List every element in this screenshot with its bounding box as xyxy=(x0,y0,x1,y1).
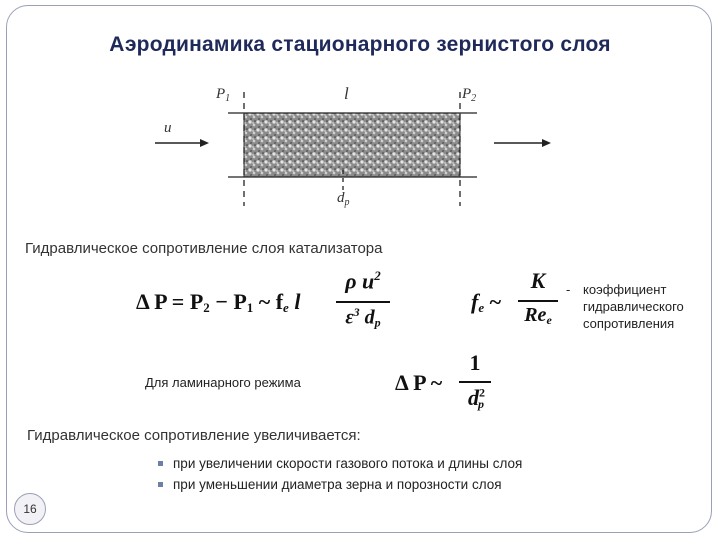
main-formula-fraction-bar xyxy=(336,301,390,303)
label-p1: $P_1$ xyxy=(216,86,231,104)
catalyst-bed xyxy=(244,113,460,177)
page-number-badge: 16 xyxy=(14,493,46,525)
bullet-item-1: при увеличении скорости газового потока и длины слоя xyxy=(158,456,522,471)
section2-heading: Гидравлическое сопротивление увеличивается: xyxy=(27,427,361,444)
bullet-icon xyxy=(158,482,163,487)
laminar-label: Для ламинарного режима xyxy=(145,375,301,390)
laminar-formula: Δ P ~ xyxy=(395,370,443,395)
packed-bed-diagram xyxy=(0,0,720,230)
main-formula: Δ $P = P_2 - P_1$ ~ $f_e$ l xyxy=(136,289,301,315)
slide-title: Аэродинамика стационарного зернистого слоя xyxy=(109,33,611,56)
fe-formula: $f_e$ ~ xyxy=(471,289,502,315)
fe-formula-numerator: K xyxy=(530,268,546,293)
label-velocity: u xyxy=(164,120,172,136)
bullet-icon xyxy=(158,461,163,466)
label-p2: $P_2$ xyxy=(462,86,477,104)
main-formula-numerator: ρ $u^2$ xyxy=(345,268,381,294)
coef-text-line1: коэффициент xyxy=(583,282,667,297)
main-formula-denominator: $\varepsilon^3$ $d_p$ xyxy=(345,305,381,330)
label-grain-diameter: $d_p$ xyxy=(337,190,350,208)
laminar-numerator: 1 xyxy=(469,350,481,375)
bullet-item-2: при уменьшении диаметра зерна и порозности слоя xyxy=(158,477,502,492)
fe-formula-denominator: $Re_e$ xyxy=(524,304,552,327)
label-length: l xyxy=(344,84,349,103)
coef-dash: - xyxy=(566,282,571,297)
coef-text-line2: гидравлического xyxy=(583,299,684,314)
laminar-denominator: $d^2_p$ xyxy=(468,385,485,411)
laminar-fraction-bar xyxy=(459,381,491,383)
fe-formula-fraction-bar xyxy=(518,300,558,302)
section1-heading: Гидравлическое сопротивление слоя катализатора xyxy=(25,240,383,257)
coef-text-line3: сопротивления xyxy=(583,316,675,331)
